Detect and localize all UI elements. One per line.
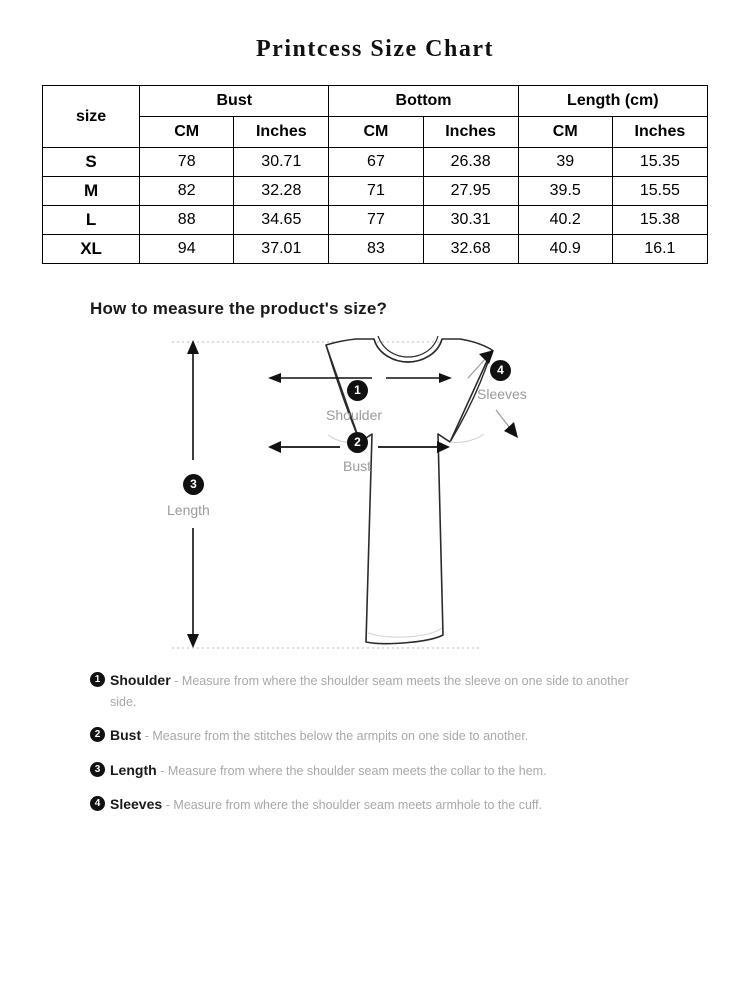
table-header-bust-inches: Inches: [234, 117, 329, 148]
table-row: [43, 235, 708, 264]
cell-length-cm: 39.5: [518, 177, 612, 206]
diagram-label-length: Length: [167, 502, 210, 518]
cell-bottom-cm: 71: [329, 177, 423, 206]
diagram-label-bust: Bust: [343, 458, 372, 474]
cell-size: M: [43, 177, 140, 206]
table-row: [43, 177, 708, 206]
cell-bust-inches: 37.01: [234, 235, 329, 264]
diagram-label-sleeves: Sleeves: [477, 386, 527, 402]
table-header-group-bust: Bust: [140, 86, 329, 117]
cell-bottom-cm: 83: [329, 235, 423, 264]
cell-length-inches: 16.1: [612, 235, 707, 264]
list-item: [90, 760, 690, 782]
table-header-length-cm: CM: [518, 117, 612, 148]
cell-bottom-inches: 26.38: [423, 148, 518, 177]
legend-name-shoulder: Shoulder: [110, 672, 171, 688]
cell-length-cm: 40.9: [518, 235, 612, 264]
list-item: [90, 725, 690, 747]
cell-bust-inches: 34.65: [234, 206, 329, 235]
cell-size: L: [43, 206, 140, 235]
diagram-badge-bust: 2: [347, 432, 368, 453]
cell-size: S: [43, 148, 140, 177]
cell-bottom-cm: 67: [329, 148, 423, 177]
cell-bust-cm: 82: [140, 177, 234, 206]
cell-size: XL: [43, 235, 140, 264]
table-header-group-bottom: Bottom: [329, 86, 518, 117]
legend-badge-icon: 1: [90, 672, 105, 687]
table-header-group-length: Length (cm): [518, 86, 707, 117]
cell-bust-inches: 32.28: [234, 177, 329, 206]
cell-bottom-inches: 32.68: [423, 235, 518, 264]
cell-length-inches: 15.35: [612, 148, 707, 177]
cell-bust-inches: 30.71: [234, 148, 329, 177]
cell-length-cm: 39: [518, 148, 612, 177]
tshirt-illustration: [150, 330, 580, 660]
table-header-bottom-cm: CM: [329, 117, 423, 148]
cell-length-inches: 15.55: [612, 177, 707, 206]
list-item: [90, 670, 630, 712]
legend-desc-sleeves: - Measure from where the shoulder seam meets armhole to the cuff.: [165, 798, 543, 813]
cell-bust-cm: 94: [140, 235, 234, 264]
list-item: [90, 794, 690, 816]
legend-name-bust: Bust: [110, 727, 142, 744]
measurement-legend: [90, 670, 690, 829]
cell-length-inches: 15.38: [612, 206, 707, 235]
legend-name-length: Length: [110, 761, 157, 778]
how-to-measure-heading: How to measure the product's size?: [90, 299, 388, 318]
legend-badge-icon: 2: [90, 727, 105, 742]
table-header-row-groups: [43, 86, 708, 117]
table-row: [43, 148, 708, 177]
table-header-length-inches: Inches: [612, 117, 707, 148]
cell-bust-cm: 78: [140, 148, 234, 177]
legend-desc-shoulder: - Measure from where the shoulder seam meets the sleeve on one side to another side.: [110, 674, 629, 709]
table-header-bust-cm: CM: [140, 117, 234, 148]
diagram-badge-shoulder: 1: [347, 380, 368, 401]
size-chart-table-container: [42, 85, 708, 264]
table-header-bottom-inches: Inches: [423, 117, 518, 148]
diagram-badge-sleeves: 4: [490, 360, 511, 381]
diagram-label-shoulder: Shoulder: [326, 407, 383, 423]
legend-badge-icon: 4: [90, 796, 105, 811]
cell-bottom-inches: 30.31: [423, 206, 518, 235]
table-row: [43, 206, 708, 235]
tshirt-measurement-diagram: [150, 330, 580, 660]
size-chart-table: [42, 85, 708, 264]
page-title: Printcess Size Chart: [256, 36, 494, 62]
table-header-size: size: [43, 86, 140, 148]
legend-desc-length: - Measure from where the shoulder seam meets the collar to the hem.: [160, 763, 547, 778]
cell-bust-cm: 88: [140, 206, 234, 235]
legend-desc-bust: - Measure from the stitches below the armpits on one side to another.: [144, 729, 529, 744]
table-header-row-units: [43, 117, 708, 148]
cell-length-cm: 40.2: [518, 206, 612, 235]
diagram-badge-length: 3: [183, 474, 204, 495]
cell-bottom-cm: 77: [329, 206, 423, 235]
legend-badge-icon: 3: [90, 762, 105, 777]
cell-bottom-inches: 27.95: [423, 177, 518, 206]
legend-name-sleeves: Sleeves: [110, 796, 163, 813]
